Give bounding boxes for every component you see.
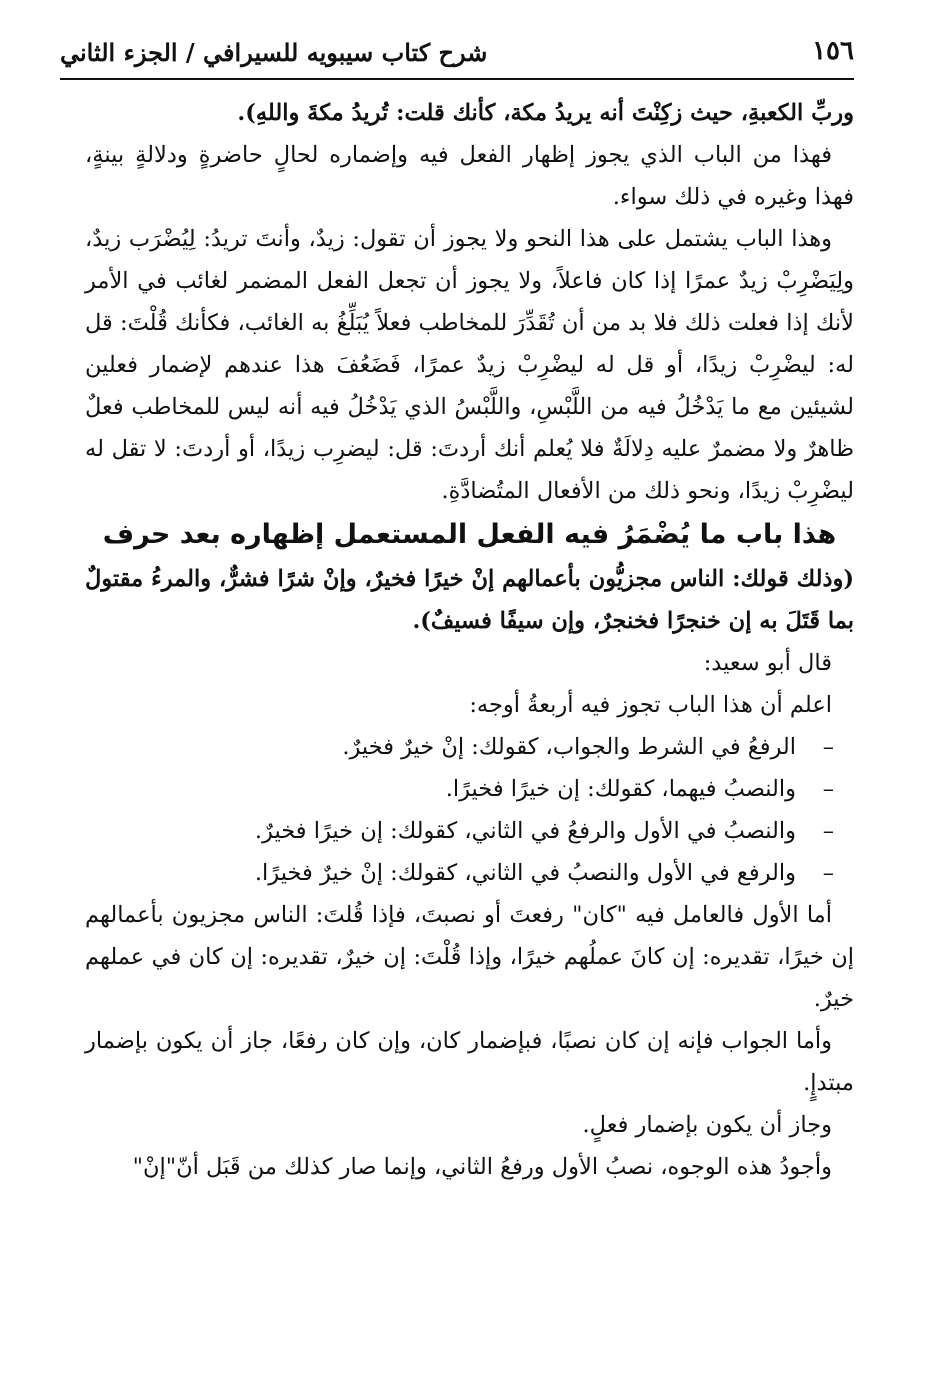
list-item — [85, 852, 854, 894]
list-item-text: والنصبُ فيهما، كقولك: إن خيرًا فخيرًا. — [445, 776, 796, 802]
list-item — [85, 810, 854, 852]
paragraph-quote-end: وربِّ الكعبةِ، حيث زكِنْتَ أنه يريدُ مكة، كأنك قلت: تُريدُ مكةَ واللهِ). — [237, 100, 854, 126]
list-dash: – — [822, 734, 834, 760]
section-heading: هذا باب ما يُضْمَرُ فيه الفعل المستعمل إظهاره بعد حرف — [102, 519, 837, 550]
page-body — [85, 92, 854, 1188]
running-title: شرح كتاب سيبويه للسيرافي / الجزء الثاني — [60, 38, 488, 67]
paragraph: وأما الجواب فإنه إن كان نصبًا، فبإضمار كان، وإن كان رفعًا، جاز أن يكون بإضمار مبتدإٍ. — [85, 1028, 854, 1096]
list-dash: – — [822, 860, 834, 886]
list-item-text: والرفع في الأول والنصبُ في الثاني، كقولك: إنْ خيرٌ فخيرًا. — [254, 860, 796, 886]
paragraph-intro: اعلم أن هذا الباب تجوز فيه أربعةُ أوجه: — [469, 692, 832, 718]
paragraph: وأجودُ هذه الوجوه، نصبُ الأول ورفعُ الثاني، وإنما صار كذلك من قَبَل أنّ"إنْ" — [132, 1154, 832, 1180]
list-item — [85, 726, 854, 768]
paragraph: وجاز أن يكون بإضمار فعلٍ. — [582, 1112, 832, 1138]
list-item — [85, 768, 854, 810]
paragraph: فهذا من الباب الذي يجوز إظهار الفعل فيه وإضماره لحالٍ حاضرةٍ ودلالةٍ بينةٍ، فهذا وغيره في ذلك سواء. — [85, 142, 854, 210]
commentator-line: قال أبو سعيد: — [703, 650, 832, 676]
sibawayh-quote: (وذلك قولك: الناس مجزيُّون بأعمالهم إنْ خيرًا فخيرٌ، وإنْ شرًا فشرٌّ، والمرءُ مقتولٌ بما قَتَلَ به إن خنجرًا فخنجرٌ، وإن سيفًا فسيفٌ). — [85, 566, 854, 634]
list-dash: – — [822, 818, 834, 844]
page-number: ١٥٦ — [812, 36, 854, 66]
paragraph: وهذا الباب يشتمل على هذا النحو ولا يجوز أن تقول: زيدٌ، وأنتَ تريدُ: لِيُضْرَب زيدٌ، ولِيَضْرِبْ زيدٌ عمرًا إذا كان فاعلاً، ولا يجوز أن تجعل الفعل المضمر لغائب في الأمر لأنك إذا فعلت ذلك فلا بد من أن تُقَدِّرَ للمخاطب فعلاً يُبَلِّغُ به الغائب، فكأنك قُلْتَ: قل له: ليضْرِبْ زيدًا، أو قل له ليضْرِبْ زيدٌ عمرًا، فَضَعُفَ هذا عندهم لإضمار فعلين لشيئين مع ما يَدْخُلُ فيه من اللَّبْسِ، واللَّبْسُ الذي يَدْخُلُ فيه أنه ليس للمخاطب فعلٌ ظاهرٌ ولا مضمرٌ عليه دِلالَةٌ فلا يُعلم أنك أردتَ: قل: ليضرِب زيدًا، أو أردتَ: لا تقل له ليضْرِبْ زيدًا، ونحو ذلك من الأفعال المتُضادَّةِ. — [85, 226, 854, 504]
paragraph: أما الأول فالعامل فيه "كان" رفعتَ أو نصبتَ، فإذا قُلتَ: الناس مجزيون بأعمالهم إن خيرًا، تقديره: إن كانَ عملُهم خيرًا، وإذا قُلْتَ: إن خيرٌ، تقديره: إن كان في عملهم خيرٌ. — [85, 902, 854, 1012]
page-header — [60, 30, 854, 80]
list-dash: – — [822, 776, 834, 802]
list-item-text: والنصبُ في الأول والرفعُ في الثاني، كقولك: إن خيرًا فخيرٌ. — [254, 818, 796, 844]
list-item-text: الرفعُ في الشرط والجواب، كقولك: إنْ خيرٌ فخيرٌ. — [342, 734, 796, 760]
